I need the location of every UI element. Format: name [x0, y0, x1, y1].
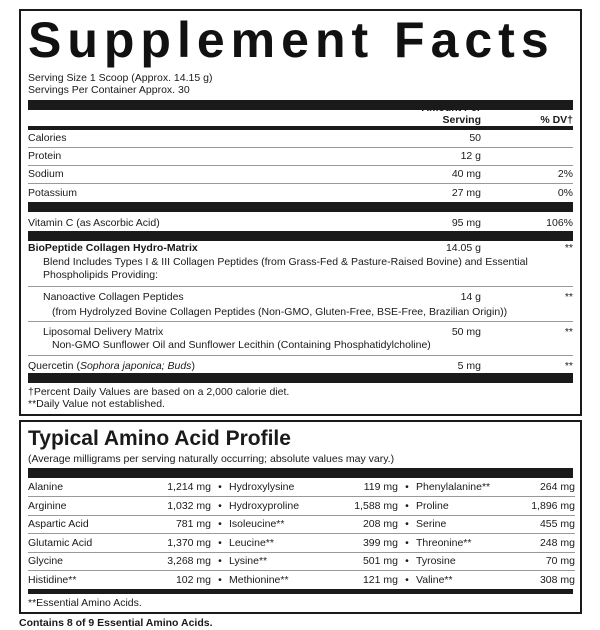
column-header: Amount Per Serving % DV† [421, 102, 573, 126]
amino-value: 399 mg [339, 534, 398, 553]
amino-name: Phenylalanine** [416, 478, 516, 497]
amino-name: Alanine [28, 478, 138, 497]
amino-value: 1,032 mg [138, 497, 211, 516]
amino-name: Aspartic Acid [28, 515, 138, 534]
amino-value: 501 mg [339, 552, 398, 571]
nutrient-row: Protein 12 g [28, 148, 573, 166]
divider [28, 468, 573, 478]
bullet: • [398, 497, 416, 516]
amino-row [28, 552, 575, 571]
amino-value: 121 mg [362, 574, 398, 586]
nutrient-row: Potassium 27 mg 0% [28, 187, 573, 199]
amino-title: Typical Amino Acid Profile [28, 427, 291, 450]
supplement-facts-panel [19, 9, 582, 416]
amino-row [28, 478, 575, 497]
nanoactive-row: Nanoactive Collagen Peptides 14 g ** (from Hydrolyzed Bovine Collagen Peptides (Non-GMO, Gluten-Free, BSE-Free, Brazilian Origin)) [28, 287, 573, 322]
bullet: • [211, 552, 229, 571]
amino-footnote: **Essential Amino Acids. [28, 597, 142, 609]
amino-value: 781 mg [138, 515, 211, 534]
amino-value: 264 mg [516, 478, 575, 497]
divider [28, 202, 573, 212]
amino-value: 248 mg [516, 534, 575, 553]
divider [28, 373, 573, 383]
serving-size: Serving Size 1 Scoop (Approx. 14.15 g) [28, 72, 213, 84]
divider [28, 589, 573, 594]
amino-value: 70 mg [516, 552, 575, 571]
blend-row: BioPeptide Collagen Hydro-Matrix 14.05 g ** [28, 242, 573, 254]
blend-description: Blend Includes Types I & III Collagen Peptides (from Grass-Fed & Pasture-Raised Bovine) and Essential Phospholipids Providing: [28, 254, 573, 287]
nutrient-row: Sodium 40 mg 2% [28, 166, 573, 184]
amino-name: Arginine [28, 497, 138, 516]
bullet: • [405, 574, 409, 586]
amino-row [28, 497, 575, 516]
bullet: • [398, 478, 416, 497]
amino-name: Isoleucine** [229, 515, 339, 534]
amino-row [28, 571, 575, 590]
bullet: • [211, 478, 229, 497]
bullet: • [398, 515, 416, 534]
amino-value: 1,588 mg [339, 497, 398, 516]
amino-subtitle: (Average milligrams per serving naturally occurring; absolute values may vary.) [28, 453, 395, 465]
amino-value: 1,896 mg [516, 497, 575, 516]
footnote-dv: †Percent Daily Values are based on a 2,000 calorie diet. [28, 386, 290, 398]
bullet: • [211, 534, 229, 553]
essential-amino-count: Contains 8 of 9 Essential Amino Acids. [19, 617, 213, 629]
amino-row [28, 515, 575, 534]
amino-name: Methionine** [229, 574, 289, 586]
nutrient-row: Calories 50 [28, 130, 573, 148]
divider [28, 100, 573, 110]
bullet: • [398, 552, 416, 571]
bullet: • [218, 574, 222, 586]
amino-name: Threonine** [416, 534, 516, 553]
amino-name: Valine** [416, 574, 453, 586]
amino-name: Histidine** [28, 574, 77, 586]
servings-per-container: Servings Per Container Approx. 30 [28, 84, 190, 96]
bullet: • [211, 497, 229, 516]
amino-name: Serine [416, 515, 516, 534]
amino-value: 1,370 mg [138, 534, 211, 553]
amino-value: 3,268 mg [138, 552, 211, 571]
amino-value: 1,214 mg [138, 478, 211, 497]
amino-row [28, 534, 575, 553]
amino-table [28, 478, 575, 589]
quercetin-row: Quercetin (Sophora japonica; Buds) 5 mg ** [28, 360, 573, 372]
footnote-not-established: **Daily Value not established. [28, 398, 165, 410]
nutrient-row-vitamin-c: Vitamin C (as Ascorbic Acid) 95 mg 106% [28, 217, 573, 229]
amino-name: Hydroxylysine [229, 478, 339, 497]
amino-name: Proline [416, 497, 516, 516]
amino-value: 119 mg [339, 478, 398, 497]
amino-name: Tyrosine [416, 552, 516, 571]
amino-name: Lysine** [229, 552, 339, 571]
amino-value: 455 mg [516, 515, 575, 534]
amino-name: Leucine** [229, 534, 339, 553]
bullet: • [211, 515, 229, 534]
amino-name: Glutamic Acid [28, 534, 138, 553]
amino-value: 102 mg [175, 574, 211, 586]
divider [28, 231, 573, 241]
amino-name: Glycine [28, 552, 138, 571]
amino-value: 308 mg [539, 574, 575, 586]
liposomal-row: Liposomal Delivery Matrix 50 mg ** Non-GMO Sunflower Oil and Sunflower Lecithin (Containing Phosphatidylcholine) [28, 322, 573, 356]
bullet: • [398, 534, 416, 553]
panel-title: Supplement Facts [28, 12, 555, 68]
amino-acid-panel [19, 420, 582, 614]
amino-name: Hydroxyproline [229, 497, 339, 516]
amino-value: 208 mg [339, 515, 398, 534]
